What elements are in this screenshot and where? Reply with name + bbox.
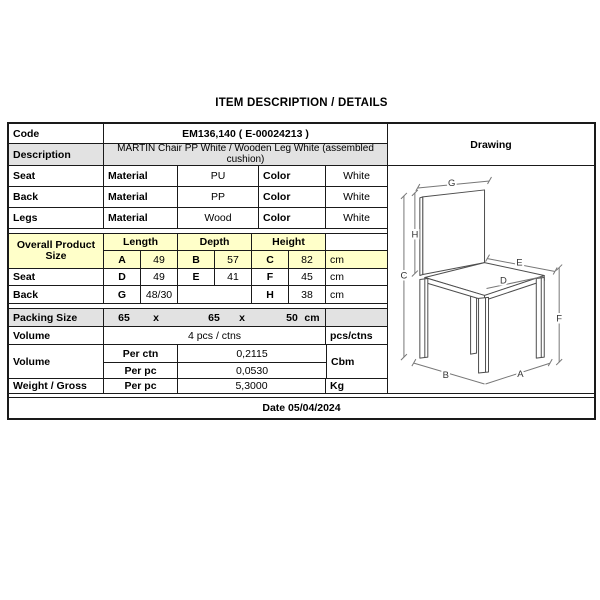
table-row-volume-pcs (9, 327, 387, 345)
drawing-header: Drawing (388, 124, 594, 166)
table-row-volume-cbm (9, 345, 387, 379)
weight-unit: Kg (330, 380, 344, 392)
date-row: Date 05/04/2024 (9, 397, 594, 418)
code-label: Code (9, 124, 104, 143)
chair-left-leg (420, 279, 428, 359)
seat-color-label: Color (259, 166, 326, 186)
dim-label-e: E (516, 257, 523, 269)
per-pc-label: Per pc (104, 363, 178, 378)
seat-color-value: White (343, 170, 370, 182)
overall-length-key: A (104, 251, 141, 268)
spec-table (7, 122, 596, 420)
seat-material-value: PU (178, 166, 259, 186)
volume-pcs-label: Volume (9, 327, 104, 344)
dim-label-f: F (556, 313, 563, 325)
back-label: Back (9, 187, 104, 207)
seat-depth-value: 41 (215, 269, 252, 285)
back-length-value: 48/30 (141, 286, 178, 303)
dim-label-c: C (400, 270, 408, 282)
packing-v3: 50 (286, 311, 298, 324)
table-row-weight (9, 379, 387, 394)
volume-per-ctn-row (104, 345, 326, 363)
legs-color-value: White (343, 212, 370, 224)
volume-label: Volume (9, 345, 104, 378)
volume-unit: Cbm (326, 345, 387, 378)
legs-color-label: Color (259, 208, 326, 228)
per-ctn-label: Per ctn (104, 345, 178, 362)
table-row-code (9, 124, 387, 144)
size-section-label: Overall Product Size (9, 234, 104, 268)
volume-pcs-unit: pcs/ctns (330, 329, 373, 342)
seat-depth-key: E (178, 269, 215, 285)
size-header-length: Length (104, 234, 178, 250)
overall-unit: cm (326, 251, 387, 268)
legs-material-value: Wood (178, 208, 259, 228)
dim-label-d: D (500, 275, 507, 287)
drawing-area (388, 166, 594, 394)
per-pc-value: 0,0530 (235, 364, 269, 377)
chair-drawing (388, 167, 594, 392)
chair-front-leg (479, 297, 489, 373)
code-value: EM136,140 ( E-00024213 ) (182, 127, 309, 140)
table-row-packing (9, 309, 387, 327)
size-back-label: Back (9, 286, 104, 303)
dim-label-g: G (448, 177, 456, 189)
seat-length-key: D (104, 269, 141, 285)
description-value: MARTIN Chair PP White / Wooden Leg White (assembled cushion) (117, 144, 374, 165)
weight-per-pc-label: Per pc (104, 379, 178, 393)
description-label: Description (9, 144, 104, 165)
legs-material-label: Material (104, 208, 178, 228)
dim-label-b: B (442, 370, 449, 382)
packing-x1: x (153, 311, 159, 324)
chair-right-leg (536, 278, 544, 359)
table-row-legs-material (9, 208, 387, 229)
seat-length-value: 49 (141, 269, 178, 285)
packing-unit: cm (304, 311, 320, 324)
seat-unit: cm (330, 271, 344, 283)
legs-label: Legs (9, 208, 104, 228)
dim-line-b (414, 363, 485, 384)
weight-label: Weight / Gross (9, 379, 104, 393)
size-header-depth: Depth (178, 234, 252, 250)
packing-x2: x (239, 311, 245, 324)
back-color-label: Color (259, 187, 326, 207)
dim-label-a: A (517, 369, 524, 381)
page-title: ITEM DESCRIPTION / DETAILS (215, 97, 388, 109)
seat-height-value: 45 (289, 269, 326, 285)
seat-label: Seat (9, 166, 104, 186)
size-dim-headers (104, 234, 387, 251)
table-row-size-overall (104, 251, 387, 268)
spec-sheet (7, 97, 596, 420)
back-height-key: H (252, 286, 289, 303)
seat-height-key: F (252, 269, 289, 285)
chair-backrest (423, 190, 485, 275)
overall-depth-key: B (178, 251, 215, 268)
size-seat-label: Seat (9, 269, 104, 285)
dim-label-h: H (411, 229, 419, 241)
table-row-description (9, 144, 387, 166)
overall-depth-value: 57 (215, 251, 252, 268)
packing-empty (326, 309, 387, 326)
volume-pcs-value: 4 pcs / ctns (104, 327, 326, 344)
overall-length-value: 49 (141, 251, 178, 268)
back-material-value: PP (178, 187, 259, 207)
back-length-key: G (104, 286, 141, 303)
packing-v2: 65 (208, 311, 220, 324)
table-row-size-seat (9, 269, 387, 286)
weight-value: 5,3000 (178, 379, 326, 393)
overall-height-value: 82 (289, 251, 326, 268)
seat-material-label: Material (104, 166, 178, 186)
size-header-height: Height (252, 234, 326, 250)
packing-dimensions (104, 309, 326, 326)
back-material-label: Material (104, 187, 178, 207)
back-color-value: White (343, 191, 370, 203)
table-row-size-header (9, 234, 387, 269)
packing-v1: 65 (118, 311, 130, 324)
back-unit: cm (330, 288, 344, 301)
per-ctn-value: 0,2115 (236, 347, 268, 360)
table-row-size-back (9, 286, 387, 304)
size-header-empty (326, 234, 387, 250)
overall-height-key: C (252, 251, 289, 268)
packing-label: Packing Size (9, 309, 104, 326)
back-depth-empty (178, 286, 252, 303)
table-row-back-material (9, 187, 387, 208)
table-row-seat-material (9, 166, 387, 187)
volume-per-pc-row (104, 363, 326, 378)
back-height-value: 38 (289, 286, 326, 303)
